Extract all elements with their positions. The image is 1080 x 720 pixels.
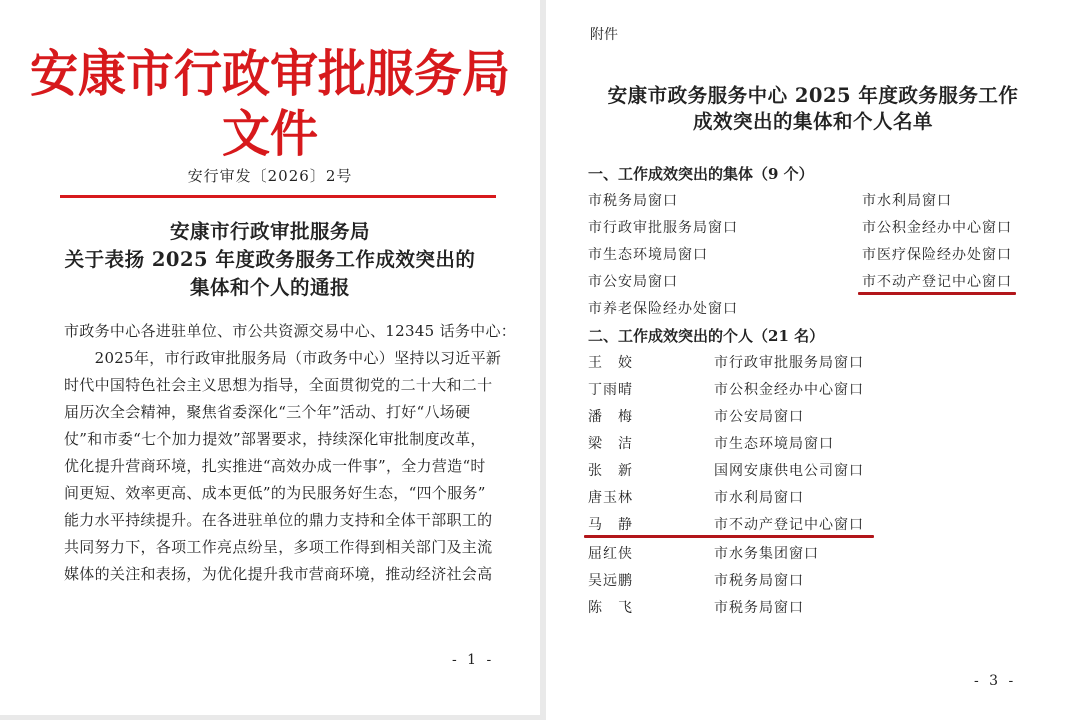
document-page-1 bbox=[0, 0, 540, 715]
body-text-line: 2025年，市行政审批服务局（市政务中心）坚持以习近平新 bbox=[64, 349, 502, 367]
individual-unit-highlighted: 市不动产登记中心窗口 bbox=[714, 517, 864, 533]
notice-title-line-2: 关于表扬 2025 年度政务服务工作成效突出的 bbox=[64, 248, 476, 271]
body-text-line: 仗”和市委“七个加力提效”部署要求，持续深化审批制度改革， bbox=[64, 430, 486, 448]
notice-title-line-3: 集体和个人的通报 bbox=[189, 276, 350, 299]
body-text-line: 间更短、效率更高、成本更低”的为民服务好生态，“四个服务” bbox=[64, 484, 486, 502]
individual-name: 屈红侠 bbox=[588, 546, 633, 562]
body-text-line: 共同努力下，各项工作亮点纷呈，多项工作得到相关部门及主流 bbox=[64, 538, 493, 556]
annex-label: 附件 bbox=[590, 27, 618, 43]
list-title-line-1: 安康市政务服务中心 2025 年度政务服务工作 bbox=[607, 84, 1019, 107]
collective-item: 市公安局窗口 bbox=[588, 274, 678, 290]
collective-item-highlighted: 市不动产登记中心窗口 bbox=[862, 274, 1012, 290]
individual-name-highlighted: 马 静 bbox=[588, 517, 633, 533]
individual-unit: 市公积金经办中心窗口 bbox=[714, 382, 864, 398]
individual-unit: 市行政审批服务局窗口 bbox=[714, 355, 864, 371]
body-text-line: 时代中国特色社会主义思想为指导，全面贯彻党的二十大和二十 bbox=[64, 376, 493, 394]
red-divider-line bbox=[60, 195, 496, 198]
section-heading-individuals: 二、工作成效突出的个人（21 名） bbox=[588, 327, 825, 345]
collective-item: 市医疗保险经办处窗口 bbox=[862, 247, 1012, 263]
individual-name: 梁 洁 bbox=[588, 436, 633, 452]
collective-item: 市水利局窗口 bbox=[862, 193, 952, 209]
individual-unit: 市税务局窗口 bbox=[714, 573, 804, 589]
individual-name: 陈 飞 bbox=[588, 600, 633, 616]
document-number: 安行审发〔2026〕2号 bbox=[187, 167, 353, 185]
highlight-underline bbox=[858, 292, 1016, 295]
individual-name: 唐玉林 bbox=[588, 490, 633, 506]
individual-unit: 市税务局窗口 bbox=[714, 600, 804, 616]
individual-unit: 市水务集团窗口 bbox=[714, 546, 819, 562]
body-text-line: 能力水平持续提升。在各进驻单位的鼎力支持和全体干部职工的 bbox=[64, 511, 493, 529]
highlight-underline bbox=[584, 535, 874, 538]
collective-item: 市税务局窗口 bbox=[588, 193, 678, 209]
section-heading-collectives: 一、工作成效突出的集体（9 个） bbox=[588, 165, 814, 183]
individual-name: 王 姣 bbox=[588, 355, 633, 371]
body-text-line: 届历次全会精神，聚焦省委深化“三个年”活动、打好“八场硬 bbox=[64, 403, 471, 421]
individual-unit: 市公安局窗口 bbox=[714, 409, 804, 425]
document-header-title: 安康市行政审批服务局文件 bbox=[30, 44, 510, 163]
individual-unit: 国网安康供电公司窗口 bbox=[714, 463, 864, 479]
individual-unit: 市生态环境局窗口 bbox=[714, 436, 834, 452]
individual-unit: 市水利局窗口 bbox=[714, 490, 804, 506]
individual-name: 张 新 bbox=[588, 463, 633, 479]
page-number: - 1 - bbox=[452, 652, 495, 668]
notice-title-line-1: 安康市行政审批服务局 bbox=[169, 220, 370, 243]
individual-name: 吴远鹏 bbox=[588, 573, 633, 589]
collective-item: 市生态环境局窗口 bbox=[588, 247, 708, 263]
individual-name: 丁雨晴 bbox=[588, 382, 633, 398]
body-text-line: 优化提升营商环境，扎实推进“高效办成一件事”，全力营造“时 bbox=[64, 457, 486, 475]
collective-item: 市公积金经办中心窗口 bbox=[862, 220, 1012, 236]
collective-item: 市养老保险经办处窗口 bbox=[588, 301, 738, 317]
body-text-line: 媒体的关注和表扬，为优化提升我市营商环境，推动经济社会高 bbox=[64, 565, 493, 583]
page-number: - 3 - bbox=[974, 673, 1017, 689]
list-title-line-2: 成效突出的集体和个人名单 bbox=[692, 110, 933, 133]
document-page-3 bbox=[546, 0, 1080, 720]
body-text-line: 市政务中心各进驻单位、市公共资源交易中心、12345 话务中心： bbox=[64, 322, 517, 340]
collective-item: 市行政审批服务局窗口 bbox=[588, 220, 738, 236]
individual-name: 潘 梅 bbox=[588, 409, 633, 425]
